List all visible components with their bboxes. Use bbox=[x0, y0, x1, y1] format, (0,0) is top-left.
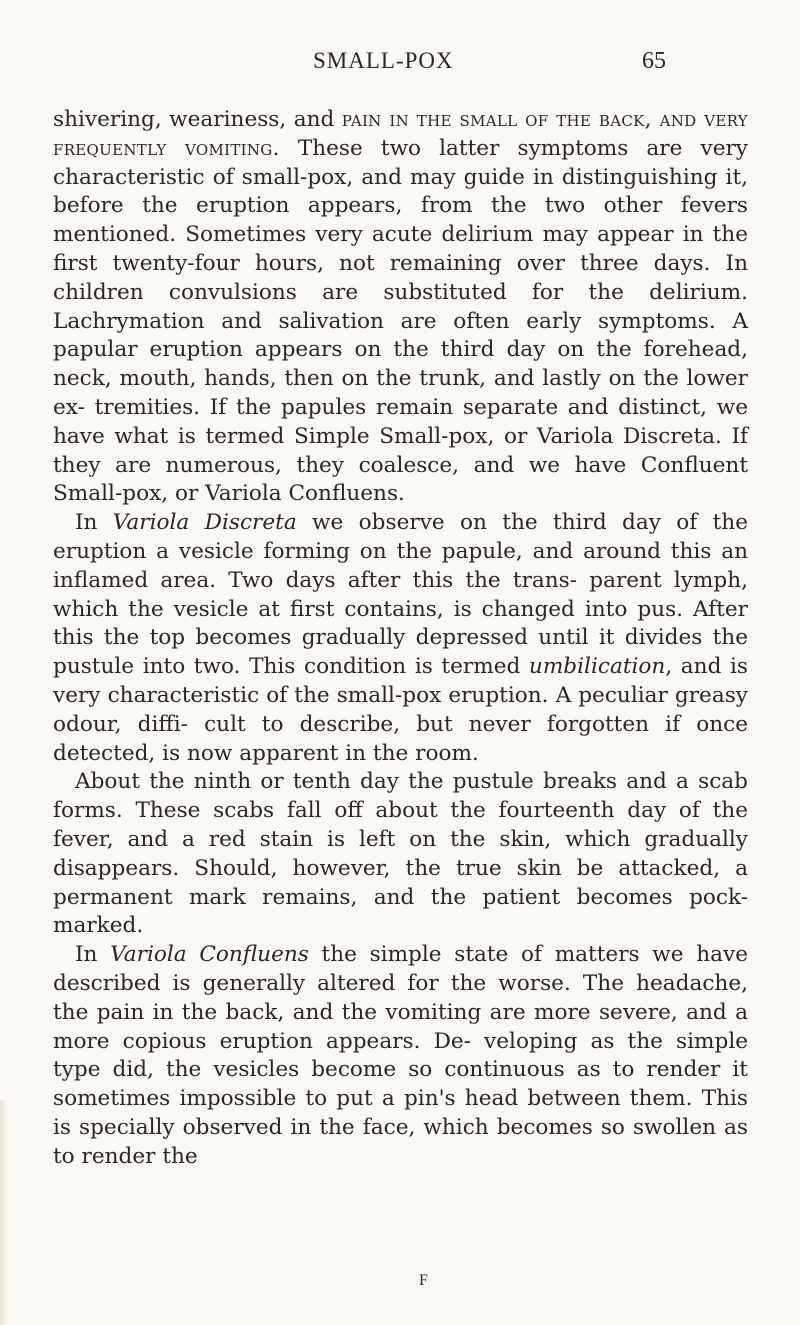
signature-mark: F bbox=[419, 1272, 428, 1289]
paragraph-2-lead: In bbox=[75, 510, 113, 536]
page-number: 65 bbox=[642, 48, 666, 74]
running-title: SMALL-POX bbox=[313, 48, 454, 73]
paragraph-3 bbox=[53, 768, 748, 941]
paragraph-4-lead: In bbox=[75, 942, 111, 968]
body-text bbox=[53, 106, 748, 1171]
paragraph-2-italic-umbilication: umbilication bbox=[528, 654, 666, 680]
page-edge-shadow bbox=[0, 1100, 8, 1325]
paragraph-1-small-caps: pain in the small of the back, and very frequently vomiting. bbox=[53, 107, 748, 161]
paragraph-1 bbox=[53, 106, 748, 509]
paragraph-4-italic-variola-confluens: Variola Confluens bbox=[110, 942, 309, 968]
paragraph-2-rest: , and is very characteristic of the small-pox eruption. A peculiar greasy odour, diffi- cult to describe, but never forgotten if once detected, is now apparent in the room. bbox=[53, 654, 749, 766]
paragraph-4-rest: the simple state of matters we have described is generally altered for the worse. The headache, the pain in the back, and the vomiting are more severe, and a more copious eruption appears. De- veloping as the simple type did, the vesicles become so continuous as to render it sometimes impossible to put a pin's head between them. This is specially observed in the face, which becomes so swollen as to render the bbox=[53, 942, 748, 1169]
page-header bbox=[0, 48, 800, 88]
paragraph-1-lead: shivering, weariness, and bbox=[53, 107, 342, 132]
paragraph-3-text: About the ninth or tenth day the pustule breaks and a scab forms. These scabs fall off about the fourteenth day of the fever, and a red stain is left on the skin, which gradually disappears. Should, however, the true skin be attacked, a permanent mark remains, and the patient becomes pock-marked. bbox=[53, 769, 748, 939]
paragraph-2-italic-variola-discreta: Variola Discreta bbox=[112, 510, 297, 536]
paragraph-4 bbox=[53, 941, 748, 1171]
paragraph-2-mid: we observe on the third day of the eruption a vesicle forming on the papule, and around this an inflamed area. Two days after this the trans- parent lymph, which the vesicle at first contains, is changed into pus. After this the top becomes gradually depressed until it divides the pustule into two. This condition is termed bbox=[53, 510, 748, 680]
paragraph-1-rest: These two latter symptoms are very characteristic of small-pox, and may guide in distinguishing it, before the eruption appears, from the two other fevers mentioned. Sometimes very acute delirium may appear in the first twenty-four hours, not remaining over three days. In children convulsions are substituted for the delirium. Lachrymation and salivation are often early symptoms. A papular eruption appears on the third day on the forehead, neck, mouth, hands, then on the trunk, and lastly on the lower ex- tremities. If the papules remain separate and distinct, we have what is termed Simple Small-pox, or Variola Discreta. If they are numerous, they coalesce, and we have Confluent Small-pox, or Variola Confluens. bbox=[53, 135, 748, 507]
paragraph-2 bbox=[53, 509, 748, 768]
